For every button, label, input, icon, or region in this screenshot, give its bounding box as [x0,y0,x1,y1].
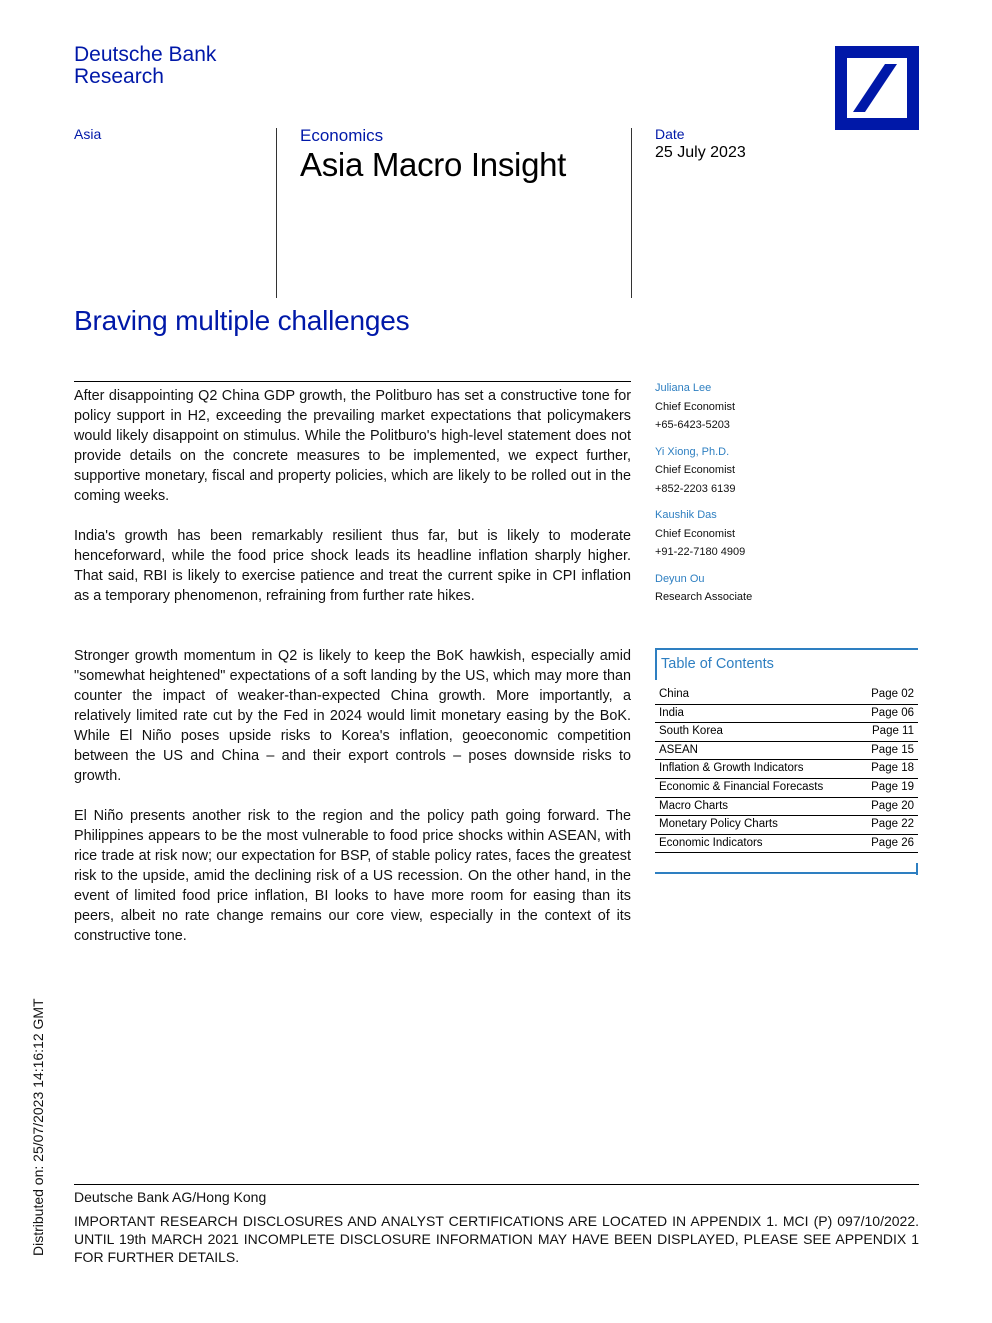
author-phone: +852-2203 6139 [655,482,736,495]
author-title: Research Associate [655,591,753,603]
author-entry [655,379,752,435]
toc-bottom-rule [655,872,918,874]
toc-item-page: Page 18 [871,762,914,775]
series-kicker: Economics [300,126,384,145]
toc-item-label: ASEAN [659,743,698,756]
toc-item[interactable] [655,705,918,724]
toc-item-page: Page 26 [871,836,914,849]
toc-item[interactable] [655,760,918,779]
brand-name [74,44,216,88]
date-label: Date [655,126,685,142]
page-title: Braving multiple challenges [74,305,410,336]
disclosure-text: IMPORTANT RESEARCH DISCLOSURES AND ANALYST CERTIFICATIONS ARE LOCATED IN APPENDIX 1. MCI (P) 097/10/2022. UNTIL 19th MARCH 2021 INCOMPLETE DISCLOSURE INFORMATION MAY HAVE BEEN DISPLAYED, PLEASE SEE APPENDIX 1 FOR FURTHER DETAILS. [74,1213,919,1265]
toc-item-label: Inflation & Growth Indicators [659,762,804,775]
author-name[interactable]: Yi Xiong, Ph.D. [655,445,730,458]
body-paragraph: After disappointing Q2 China GDP growth, the Politburo has set a constructive tone for policy support in H2, exceeding the prevailing market expectations that policymakers would likely disappoint on stimulus. While the Politburo's high-level statement does not provide details on the concrete measures to be implemented, we expect further, supportive monetary, fiscal and property policies, which are likely to be rolled out in the coming weeks. [74,388,631,504]
body-top-rule [74,381,631,382]
distribution-stamp: Distributed on: 25/07/2023 14:16:12 GMT [30,998,46,1256]
series-title: Asia Macro Insight [300,146,567,183]
author-list [655,379,752,615]
author-name[interactable]: Deyun Ou [655,572,705,585]
author-phone: +65-6423-5203 [655,419,730,431]
toc-item-label: South Korea [659,725,723,738]
header-divider-left [276,128,277,298]
header-divider-right [631,128,632,298]
toc-item[interactable] [655,816,918,835]
toc-item-page: Page 11 [872,725,914,738]
body-paragraph: India's growth has been remarkably resilient thus far, but is likely to moderate henceforward, while the food price shock leads its headline inflation sharply higher. That said, RBI is likely to exercise patience and treat the current spike in CPI inflation as a temporary phenomenon, refraining from further rate hikes. [74,528,631,604]
toc-item-label: Macro Charts [659,799,729,812]
table-of-contents [655,648,918,873]
author-title: Chief Economist [655,400,736,413]
region-label: Asia [74,126,102,142]
toc-footer [655,853,918,873]
toc-item-page: Page 19 [871,780,914,793]
date-value: 25 July 2023 [655,144,746,161]
toc-item[interactable] [655,798,918,817]
brand-line-1: Deutsche Bank [74,43,217,66]
footer-entity: Deutsche Bank AG/Hong Kong [74,1189,267,1205]
toc-item[interactable] [655,742,918,761]
toc-item-page: Page 20 [871,799,914,812]
toc-list [655,686,918,853]
toc-item-label: Economic Indicators [659,836,763,849]
author-name[interactable]: Juliana Lee [655,382,712,394]
author-entry [655,443,752,499]
author-entry [655,570,752,607]
author-title: Chief Economist [655,464,736,476]
toc-item[interactable] [655,723,918,742]
brand-line-2: Research [74,65,164,88]
toc-item-label: India [659,706,684,719]
body-text [74,386,631,966]
body-paragraph: Stronger growth momentum in Q2 is likely to keep the BoK hawkish, especially amid "somewhat heightened" expectations of a soft landing by the US, which may more than counter the impact of weaker-than-expected China growth. More importantly, a relatively limited rate cut by the Fed in 2024 would limit monetary easing by the BoK. While El Niño poses upside risks to Korea's inflation, geoeconomic competition between the US and China – and their export controls – poses downside risks to growth. [74,648,631,784]
toc-item-page: Page 22 [871,818,914,831]
toc-item-label: Monetary Policy Charts [659,818,778,831]
toc-item[interactable] [655,686,918,705]
toc-item-page: Page 02 [871,688,914,700]
toc-item-page: Page 06 [871,706,914,719]
toc-item-page: Page 15 [871,743,914,756]
toc-item-label: Economic & Financial Forecasts [659,780,824,793]
deutsche-bank-logo-icon [835,46,919,130]
author-entry [655,506,752,562]
footer-rule [74,1184,919,1185]
author-name[interactable]: Kaushik Das [655,509,717,521]
body-paragraph: El Niño presents another risk to the region and the policy path going forward. The Philippines appears to be the most vulnerable to food price shocks within ASEAN, with rice trade at risk now; our expectation for BSP, of stable policy rates, faces the greatest risk to the upside, amid the declining risk of a US recession. On the other hand, in the event of limited food price inflation, BI looks to have more room for easing than its peers, albeit no rate change remains our core view, especially in the context of its constructive tone. [74,808,631,944]
toc-title: Table of Contents [655,650,918,680]
toc-item-label: China [659,688,690,700]
author-phone: +91-22-7180 4909 [655,546,746,558]
author-title: Chief Economist [655,527,736,540]
toc-item[interactable] [655,779,918,798]
toc-item[interactable] [655,835,918,854]
